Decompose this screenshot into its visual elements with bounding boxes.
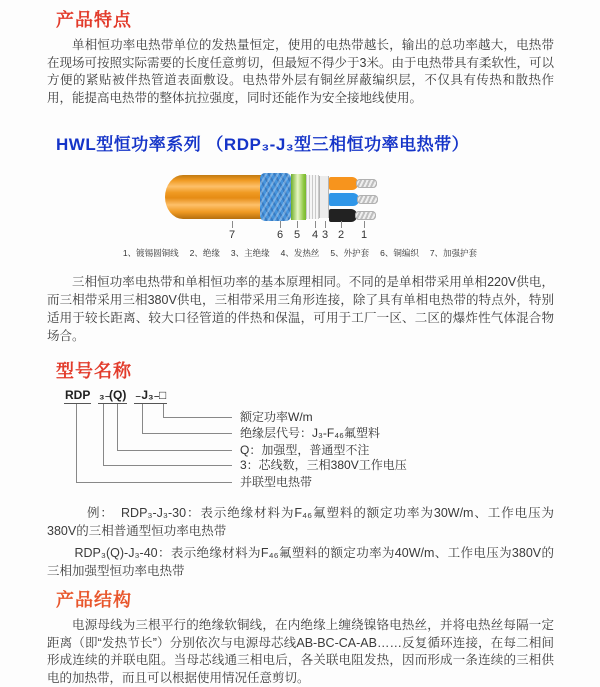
outer-sheath-layer — [291, 174, 306, 220]
legend-item: 5、外护套 — [330, 248, 370, 258]
callout-insulation-code: 绝缘层代号：J₃-F₄₆氟塑料 — [240, 426, 380, 440]
callout-reinforced-type: Q：加强型，普通型不注 — [240, 443, 370, 457]
legend-item: 1、镀锡圆铜线 — [122, 248, 179, 258]
code-part-rdp: RDP — [65, 388, 91, 402]
series-body: 三相恒功率电热带和单相恒功率的基本原理相同。不同的是单相带采用单相220V供电，而三相带采用三相380V供电，三相带采用三角形连接，除了具有单相电热带的特点外，特别适用于较长距离、较大口径管道的伴热和保温，可用于工厂一区、二区的爆炸性气体混合物场合。 — [47, 275, 554, 343]
callout-line — [117, 404, 118, 450]
features-heading: 产品特点 — [56, 10, 132, 30]
legend-item: 4、发热丝 — [280, 248, 320, 258]
code-part-q: (Q) — [109, 388, 127, 402]
callout-line — [76, 482, 232, 483]
callout-line — [117, 450, 232, 451]
legend-item: 3、主绝缘 — [230, 248, 270, 258]
core-wire-black — [329, 209, 357, 222]
model-heading: 型号名称 — [56, 361, 132, 381]
callout-parallel-type: 并联型电热带 — [240, 475, 313, 489]
code-part-box: □ — [159, 388, 167, 402]
pointer-line — [325, 221, 326, 228]
callout-number: 5 — [293, 229, 301, 241]
code-part-3: ₃₋ — [99, 388, 111, 402]
tinned-copper-conductor — [357, 195, 378, 204]
callout-number: 7 — [228, 229, 236, 241]
copper-braid-layer — [260, 173, 291, 221]
callout-number: 1 — [360, 229, 368, 241]
callout-line — [103, 465, 232, 466]
pointer-line — [280, 221, 281, 228]
code-part-j3: ₋J₃₋ — [135, 388, 160, 402]
cable-cross-section-figure — [0, 169, 600, 265]
callout-line — [163, 404, 164, 417]
legend-item: 2、绝缘 — [189, 248, 220, 258]
structure-body: 电源母线为三根平行的绝缘软铜线，在内绝缘上缠绕镍铬电热丝，并将电热丝每隔一定距离（即“发热节长”）分别依次与电源母芯线AB-BC-CA-AB……反复循环连接，在每二相间形成连续的并联电阻。当母芯线通三相电后，各关联电阻发热，因而形成一条连续的三相供电的加热带，而且可以根据使用情况任意剪切。 — [47, 618, 554, 685]
features-body: 单相恒功率电热带单位的发热量恒定，使用的电热带越长，输出的总功率越大，电热带在现场可按照实际需要的长度任意剪切，但最短不得少于3米。由于电热带具有柔软性，可以方便的紧贴被伴热管道表面敷设。电热带外层有铜丝屏蔽编织层，不仅具有传热和散热作用，能提高电热带的整体抗拉强度，同时还能作为安全接地线使用。 — [47, 38, 554, 105]
tinned-copper-conductor — [356, 179, 377, 188]
pointer-line — [232, 221, 233, 228]
core-wire-orange — [329, 177, 358, 190]
callout-line — [142, 433, 232, 434]
callout-line — [103, 404, 104, 465]
callout-number: 2 — [337, 229, 345, 241]
core-wire-blue — [329, 193, 359, 206]
callout-number: 3 — [321, 229, 329, 241]
heating-wire-winding — [306, 175, 319, 219]
series-heading: HWL型恒功率系列 （RDP₃-J₃型三相恒功率电热带） — [56, 135, 470, 154]
legend-item: 6、铜编织 — [380, 248, 419, 258]
pointer-line — [297, 221, 298, 228]
legend-item: 7、加强护套 — [429, 248, 478, 258]
callout-number: 6 — [276, 229, 284, 241]
callout-number: 4 — [311, 229, 319, 241]
main-insulation-layer — [319, 176, 329, 218]
callout-line — [163, 417, 232, 418]
model-example-1: 例： RDP₃-J₃-30：表示绝缘材料为F₄₆氟塑料的额定功率为30W/m、工作电压为380V的三相普通型恒功率电热带 — [47, 506, 554, 538]
figure-legend — [0, 247, 600, 259]
callout-rated-power: 额定功率W/m — [240, 410, 313, 424]
pointer-line — [315, 221, 316, 228]
reinforcing-jacket-layer — [165, 175, 262, 219]
callout-line — [76, 404, 77, 482]
callout-line — [142, 404, 143, 433]
callout-core-count: 3：芯线数，三相380V工作电压 — [240, 458, 407, 472]
model-example-2: RDP₃(Q)-J₃-40：表示绝缘材料为F₄₆氟塑料的额定功率为40W/m、工作电压为380V的三相加强型恒功率电热带 — [47, 546, 554, 578]
pointer-line — [341, 221, 342, 228]
pointer-line — [364, 221, 365, 228]
model-code-diagram — [56, 388, 536, 500]
structure-heading: 产品结构 — [56, 590, 132, 610]
tinned-copper-conductor — [355, 211, 376, 220]
